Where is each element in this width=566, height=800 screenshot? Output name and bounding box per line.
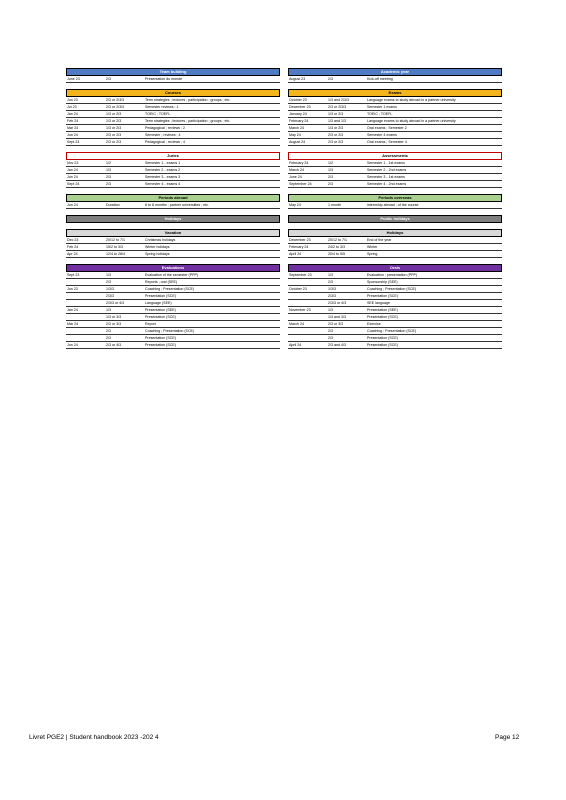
date-cell: Sept 23 <box>67 273 80 277</box>
description-cell: End of the year <box>367 238 392 242</box>
description-cell: Presentation (SCE) <box>367 294 398 298</box>
table-row <box>66 328 280 335</box>
period-cell: 2/3 and 4/3 <box>328 343 346 347</box>
table-row <box>288 279 502 286</box>
description-cell: Presentation (SCE) <box>367 336 398 340</box>
table-row <box>66 342 280 349</box>
block-title: Periods overseas <box>288 194 502 202</box>
date-cell: Jun 24 <box>67 175 78 179</box>
period-cell: 1/3 <box>106 273 111 277</box>
date-cell: Jan 24 <box>67 168 78 172</box>
description-cell: Semester 4 exams <box>367 133 397 137</box>
table-row <box>66 202 280 209</box>
date-cell <box>288 314 327 320</box>
table-row <box>288 174 502 181</box>
period-cell: 2/3 <box>106 77 111 81</box>
schedule-block <box>288 194 502 209</box>
description-cell: Report <box>145 322 156 326</box>
schedule-block <box>66 89 280 146</box>
description-cell: Language exams to study abroad in a partner university <box>367 98 456 102</box>
description-cell: Language (SEE) <box>145 301 172 305</box>
table-row <box>66 132 280 139</box>
period-cell: 2/3/3 or 4/3 <box>328 301 347 305</box>
block-title: Exams <box>288 89 502 97</box>
period-cell: 2/3 or 3/3 <box>106 322 122 326</box>
table-row <box>288 97 502 104</box>
schedule-block <box>288 264 502 349</box>
description-cell: TOEIC ; TOEFL <box>367 112 393 116</box>
table-row <box>288 314 502 321</box>
block-title: Vacation <box>66 229 280 237</box>
table-row <box>288 342 502 349</box>
date-cell: May 24 <box>289 203 301 207</box>
period-cell: 1/3 and 3/3 <box>328 315 346 319</box>
block-title: Periods abroad <box>66 194 280 202</box>
block-title: Team building <box>66 68 280 76</box>
date-cell: September 23 <box>289 273 312 277</box>
description-cell: Presentation (SCE) <box>145 294 176 298</box>
period-cell: 1/3/3 <box>328 287 336 291</box>
table-row <box>66 104 280 111</box>
period-cell: 2/3 <box>328 77 333 81</box>
table-row <box>288 202 502 209</box>
description-cell: Presentation (SCE) <box>367 343 398 347</box>
date-cell: Feb 24 <box>67 245 79 249</box>
period-cell: 2/3 <box>328 329 333 333</box>
period-cell: 12/4 to 28/4 <box>106 252 125 256</box>
table-row <box>66 76 280 83</box>
table-row <box>288 244 502 251</box>
description-cell: Semester 1 exams <box>367 105 397 109</box>
block-title: Holidays <box>288 229 502 237</box>
date-cell: June 23 <box>67 77 80 81</box>
period-cell: 2/3 or 2/3 <box>328 140 344 144</box>
description-cell: Winter holidays <box>145 245 170 249</box>
table-row <box>288 237 502 244</box>
description-cell: Semester ; reviews ; 4 <box>145 133 181 137</box>
date-cell: February 24 <box>289 161 309 165</box>
table-row <box>288 118 502 125</box>
period-cell: 2/3 <box>328 182 333 186</box>
period-cell: 20/4 to 5/5 <box>328 252 345 256</box>
date-cell: June 24 <box>289 175 302 179</box>
table-row <box>288 300 502 307</box>
date-cell: Feb 24 <box>67 119 79 123</box>
table-row <box>66 307 280 314</box>
date-cell: March 24 <box>289 126 304 130</box>
table-row <box>288 139 502 146</box>
period-cell: 2/3 or 2/3 <box>106 140 122 144</box>
date-cell: May 24 <box>289 133 301 137</box>
table-row <box>66 272 280 279</box>
date-cell: Jan 24 <box>67 112 78 116</box>
date-cell: Dec 23 <box>67 238 79 242</box>
date-cell: April 24 <box>289 343 302 347</box>
table-row <box>66 181 280 188</box>
description-cell: Coaching ; Presentation (SCE) <box>145 329 195 333</box>
date-cell <box>66 279 105 285</box>
description-cell: Oral exams ; Semester 2 <box>367 126 407 130</box>
date-cell <box>66 335 105 341</box>
period-cell: 1/3 and 2/3/3 <box>328 98 349 102</box>
period-cell: 2/3 <box>106 280 111 284</box>
description-cell: Semester 1 - 1st exams <box>367 161 405 165</box>
table-row <box>66 118 280 125</box>
table-row <box>288 328 502 335</box>
description-cell: Presentation (SCE) <box>367 315 398 319</box>
description-cell: Sponsorship (SEE) <box>367 280 398 284</box>
period-cell: 1/3 or 2/3 <box>106 112 122 116</box>
date-cell: Mar 24 <box>67 126 79 130</box>
date-cell: March 24 <box>289 168 304 172</box>
period-cell: 1/3 or 2/3 <box>328 126 344 130</box>
description-cell: Semester 3 - exams 3 <box>145 175 181 179</box>
description-cell: Exercise <box>367 322 381 326</box>
period-cell: 24/2 to 3/3 <box>328 245 345 249</box>
block-title: Courses <box>66 89 280 97</box>
date-cell <box>66 293 105 299</box>
date-cell <box>288 335 327 341</box>
table-row <box>288 104 502 111</box>
description-cell: Semester 4 - exams 4 <box>145 182 181 186</box>
date-cell: October 23 <box>289 98 307 102</box>
description-cell: Coaching ; Presentation (SCE) <box>367 287 417 291</box>
date-cell: Jun 24 <box>67 203 78 207</box>
period-cell: 1/3 <box>328 308 333 312</box>
table-row <box>66 251 280 258</box>
description-cell: Spring <box>367 252 378 256</box>
period-cell: 1/3 or 2/3 <box>328 112 344 116</box>
table-row <box>66 293 280 300</box>
table-row <box>66 160 280 167</box>
date-cell: Jun 24 <box>67 133 78 137</box>
description-cell: Semester 1 - exams 1 <box>145 161 181 165</box>
date-cell <box>66 328 105 334</box>
table-row <box>66 335 280 342</box>
table-row <box>66 139 280 146</box>
table-row <box>288 160 502 167</box>
date-cell: February 24 <box>289 119 309 123</box>
date-cell: August 23 <box>289 77 306 81</box>
description-cell: Coaching ; Presentation (SCE) <box>145 287 195 291</box>
block-title: Juries <box>66 152 280 160</box>
date-cell <box>66 314 105 320</box>
period-cell: 2/3 <box>106 182 111 186</box>
period-cell: 1/3 <box>328 273 333 277</box>
date-cell: December 23 <box>289 105 311 109</box>
description-cell: Language exams to study abroad in a partner university <box>367 119 456 123</box>
table-row <box>288 251 502 258</box>
block-title: Evaluations <box>66 264 280 272</box>
table-row <box>66 300 280 307</box>
table-row <box>288 111 502 118</box>
table-row <box>66 286 280 293</box>
date-cell: Sept 24 <box>67 182 80 186</box>
date-cell: Jun 24 <box>67 343 78 347</box>
block-title: Orals <box>288 264 502 272</box>
table-row <box>66 244 280 251</box>
period-cell: 1/3 <box>106 168 111 172</box>
schedule-block <box>66 68 280 83</box>
table-row <box>66 321 280 328</box>
description-cell: Presentation (SCE) <box>145 336 176 340</box>
date-cell: February 24 <box>289 245 309 249</box>
table-row <box>288 293 502 300</box>
schedule-block <box>66 152 280 188</box>
date-cell: Jun 23 <box>67 98 78 102</box>
description-cell: Evaluation of the semester (PPP) <box>145 273 199 277</box>
description-cell: Semester 3 - 1st exams <box>367 175 405 179</box>
footer-handbook-title: Livret PGE2 | Student handbook 2023 -202 4 <box>29 734 159 741</box>
period-cell: 1/3 or 3/3 <box>106 315 122 319</box>
left-column <box>66 68 280 355</box>
right-column <box>288 68 502 355</box>
period-cell: 2/3 or 2/3 <box>106 133 122 137</box>
description-cell: Coaching ; Presentation (SCE) <box>367 329 417 333</box>
description-cell: Presentation (SCE) <box>145 343 176 347</box>
description-cell: Presentation (SEE) <box>367 308 398 312</box>
date-cell: November 23 <box>289 308 311 312</box>
schedule-block <box>288 215 502 223</box>
date-cell <box>288 293 327 299</box>
table-row <box>66 174 280 181</box>
description-cell: Evaluation ; presentation (PPP) <box>367 273 418 277</box>
date-cell: Nov 23 <box>67 161 79 165</box>
description-cell: SEE language <box>367 301 390 305</box>
period-cell: 2/3/3 or 4/3 <box>106 301 125 305</box>
description-cell: Winter <box>367 245 378 249</box>
period-cell: 1/3/3 <box>106 287 114 291</box>
table-row <box>66 97 280 104</box>
period-cell: 2/3 or 4/3 <box>106 343 122 347</box>
schedule-block <box>288 68 502 83</box>
table-row <box>288 286 502 293</box>
table-row <box>66 314 280 321</box>
block-title: Holidays <box>66 215 280 223</box>
description-cell: Reports ; oral (SEE) <box>145 280 178 284</box>
table-row <box>288 272 502 279</box>
table-row <box>288 335 502 342</box>
schedule-block <box>288 229 502 258</box>
date-cell: Mar 24 <box>67 322 79 326</box>
table-row <box>66 279 280 286</box>
date-cell: August 24 <box>289 140 306 144</box>
schedule-block <box>66 229 280 258</box>
date-cell: December 23 <box>289 238 311 242</box>
table-row <box>288 167 502 174</box>
description-cell: Spring holidays <box>145 252 170 256</box>
description-cell: Oral exams ; Semester 4 <box>367 140 407 144</box>
description-cell: Semester 4 - 2nd exams <box>367 182 407 186</box>
date-cell <box>288 300 327 306</box>
table-row <box>66 111 280 118</box>
description-cell: Presentation (SEE) <box>145 308 176 312</box>
table-row <box>288 132 502 139</box>
period-cell: 2/3 or 2/3 <box>328 133 344 137</box>
date-cell: Apr 24 <box>67 252 78 256</box>
period-cell: 2/3 or 2/3/3 <box>328 105 347 109</box>
date-cell: September 24 <box>289 182 312 186</box>
period-cell: 2/3 <box>106 175 111 179</box>
description-cell: Présentation du monde <box>145 77 183 81</box>
description-cell: Semester 2 - exams 2 <box>145 168 181 172</box>
period-cell: 2/3/3 <box>106 294 114 298</box>
date-cell <box>66 300 105 306</box>
period-cell: 20/12 to 7/1 <box>106 238 125 242</box>
date-cell: January 24 <box>289 112 307 116</box>
period-cell: 1/3 <box>328 168 333 172</box>
period-cell: 2/3 or 2/3/3 <box>106 105 125 109</box>
schedule-block <box>66 194 280 209</box>
schedule-block <box>66 215 280 223</box>
schedule-block <box>66 264 280 349</box>
description-cell: Pedagogical ; reviews ; 4 <box>145 140 185 144</box>
period-cell: 1/3 <box>106 308 111 312</box>
period-cell: 2/3 <box>106 336 111 340</box>
date-cell: Jun 23 <box>67 287 78 291</box>
description-cell: Semester reviews ; 1 <box>145 105 179 109</box>
period-cell: 2/3/3 <box>328 294 336 298</box>
date-cell: Jan 24 <box>67 308 78 312</box>
block-title: Academic year <box>288 68 502 76</box>
period-cell: 1/3 or 2/3 <box>106 126 122 130</box>
date-cell: Sept 24 <box>67 140 80 144</box>
period-cell: 2/3 or 3/3 <box>328 322 344 326</box>
description-cell: Pedagogical ; reviews ; 2 <box>145 126 185 130</box>
schedule-block <box>288 152 502 188</box>
description-cell: Kick-off meeting <box>367 77 393 81</box>
description-cell: TOEIC ; TOEFL <box>145 112 171 116</box>
description-cell: Term strategies ; lectures ; participation ; groups ; etc. <box>145 119 231 123</box>
description-cell: Christmas holidays <box>145 238 176 242</box>
period-cell: 1/2 <box>106 161 111 165</box>
description-cell: 6 to 8 months ; partner universities ; etc. <box>145 203 209 207</box>
table-row <box>66 167 280 174</box>
date-cell <box>288 279 327 285</box>
period-cell: 1/2 <box>328 161 333 165</box>
date-cell: April 24 <box>289 252 302 256</box>
description-cell: Term strategies ; lectures ; participation ; groups ; etc. <box>145 98 231 102</box>
description-cell: internship abroad ; of the course <box>367 203 419 207</box>
date-cell: October 23 <box>289 287 307 291</box>
table-row <box>288 321 502 328</box>
description-cell: Presentation (SCE) <box>145 315 176 319</box>
date-cell <box>288 328 327 334</box>
period-cell: 2/3 or 2/3/3 <box>106 98 125 102</box>
period-cell: Duration <box>106 203 120 207</box>
footer-page-number: Page 12 <box>495 734 520 741</box>
table-row <box>288 307 502 314</box>
date-cell: March 24 <box>289 322 304 326</box>
table-row <box>66 237 280 244</box>
period-cell: 2/3 <box>328 175 333 179</box>
period-cell: 15/2 to 3/3 <box>106 245 123 249</box>
table-row <box>288 125 502 132</box>
period-cell: 2/3 <box>106 329 111 333</box>
period-cell: 20/12 to 7/1 <box>328 238 347 242</box>
description-cell: Semester 2 - 2nd exams <box>367 168 407 172</box>
table-row <box>288 181 502 188</box>
block-title: Public holidays <box>288 215 502 223</box>
date-cell: Jul 23 <box>67 105 77 109</box>
table-row <box>288 76 502 83</box>
period-cell: 2/3 <box>328 280 333 284</box>
period-cell: 2/3 <box>328 336 333 340</box>
block-title: Assessments <box>288 152 502 160</box>
period-cell: 1/3 and 1/3 <box>328 119 346 123</box>
period-cell: 1/3 or 2/3 <box>106 119 122 123</box>
period-cell: 1 month <box>328 203 341 207</box>
schedule-block <box>288 89 502 146</box>
table-row <box>66 125 280 132</box>
